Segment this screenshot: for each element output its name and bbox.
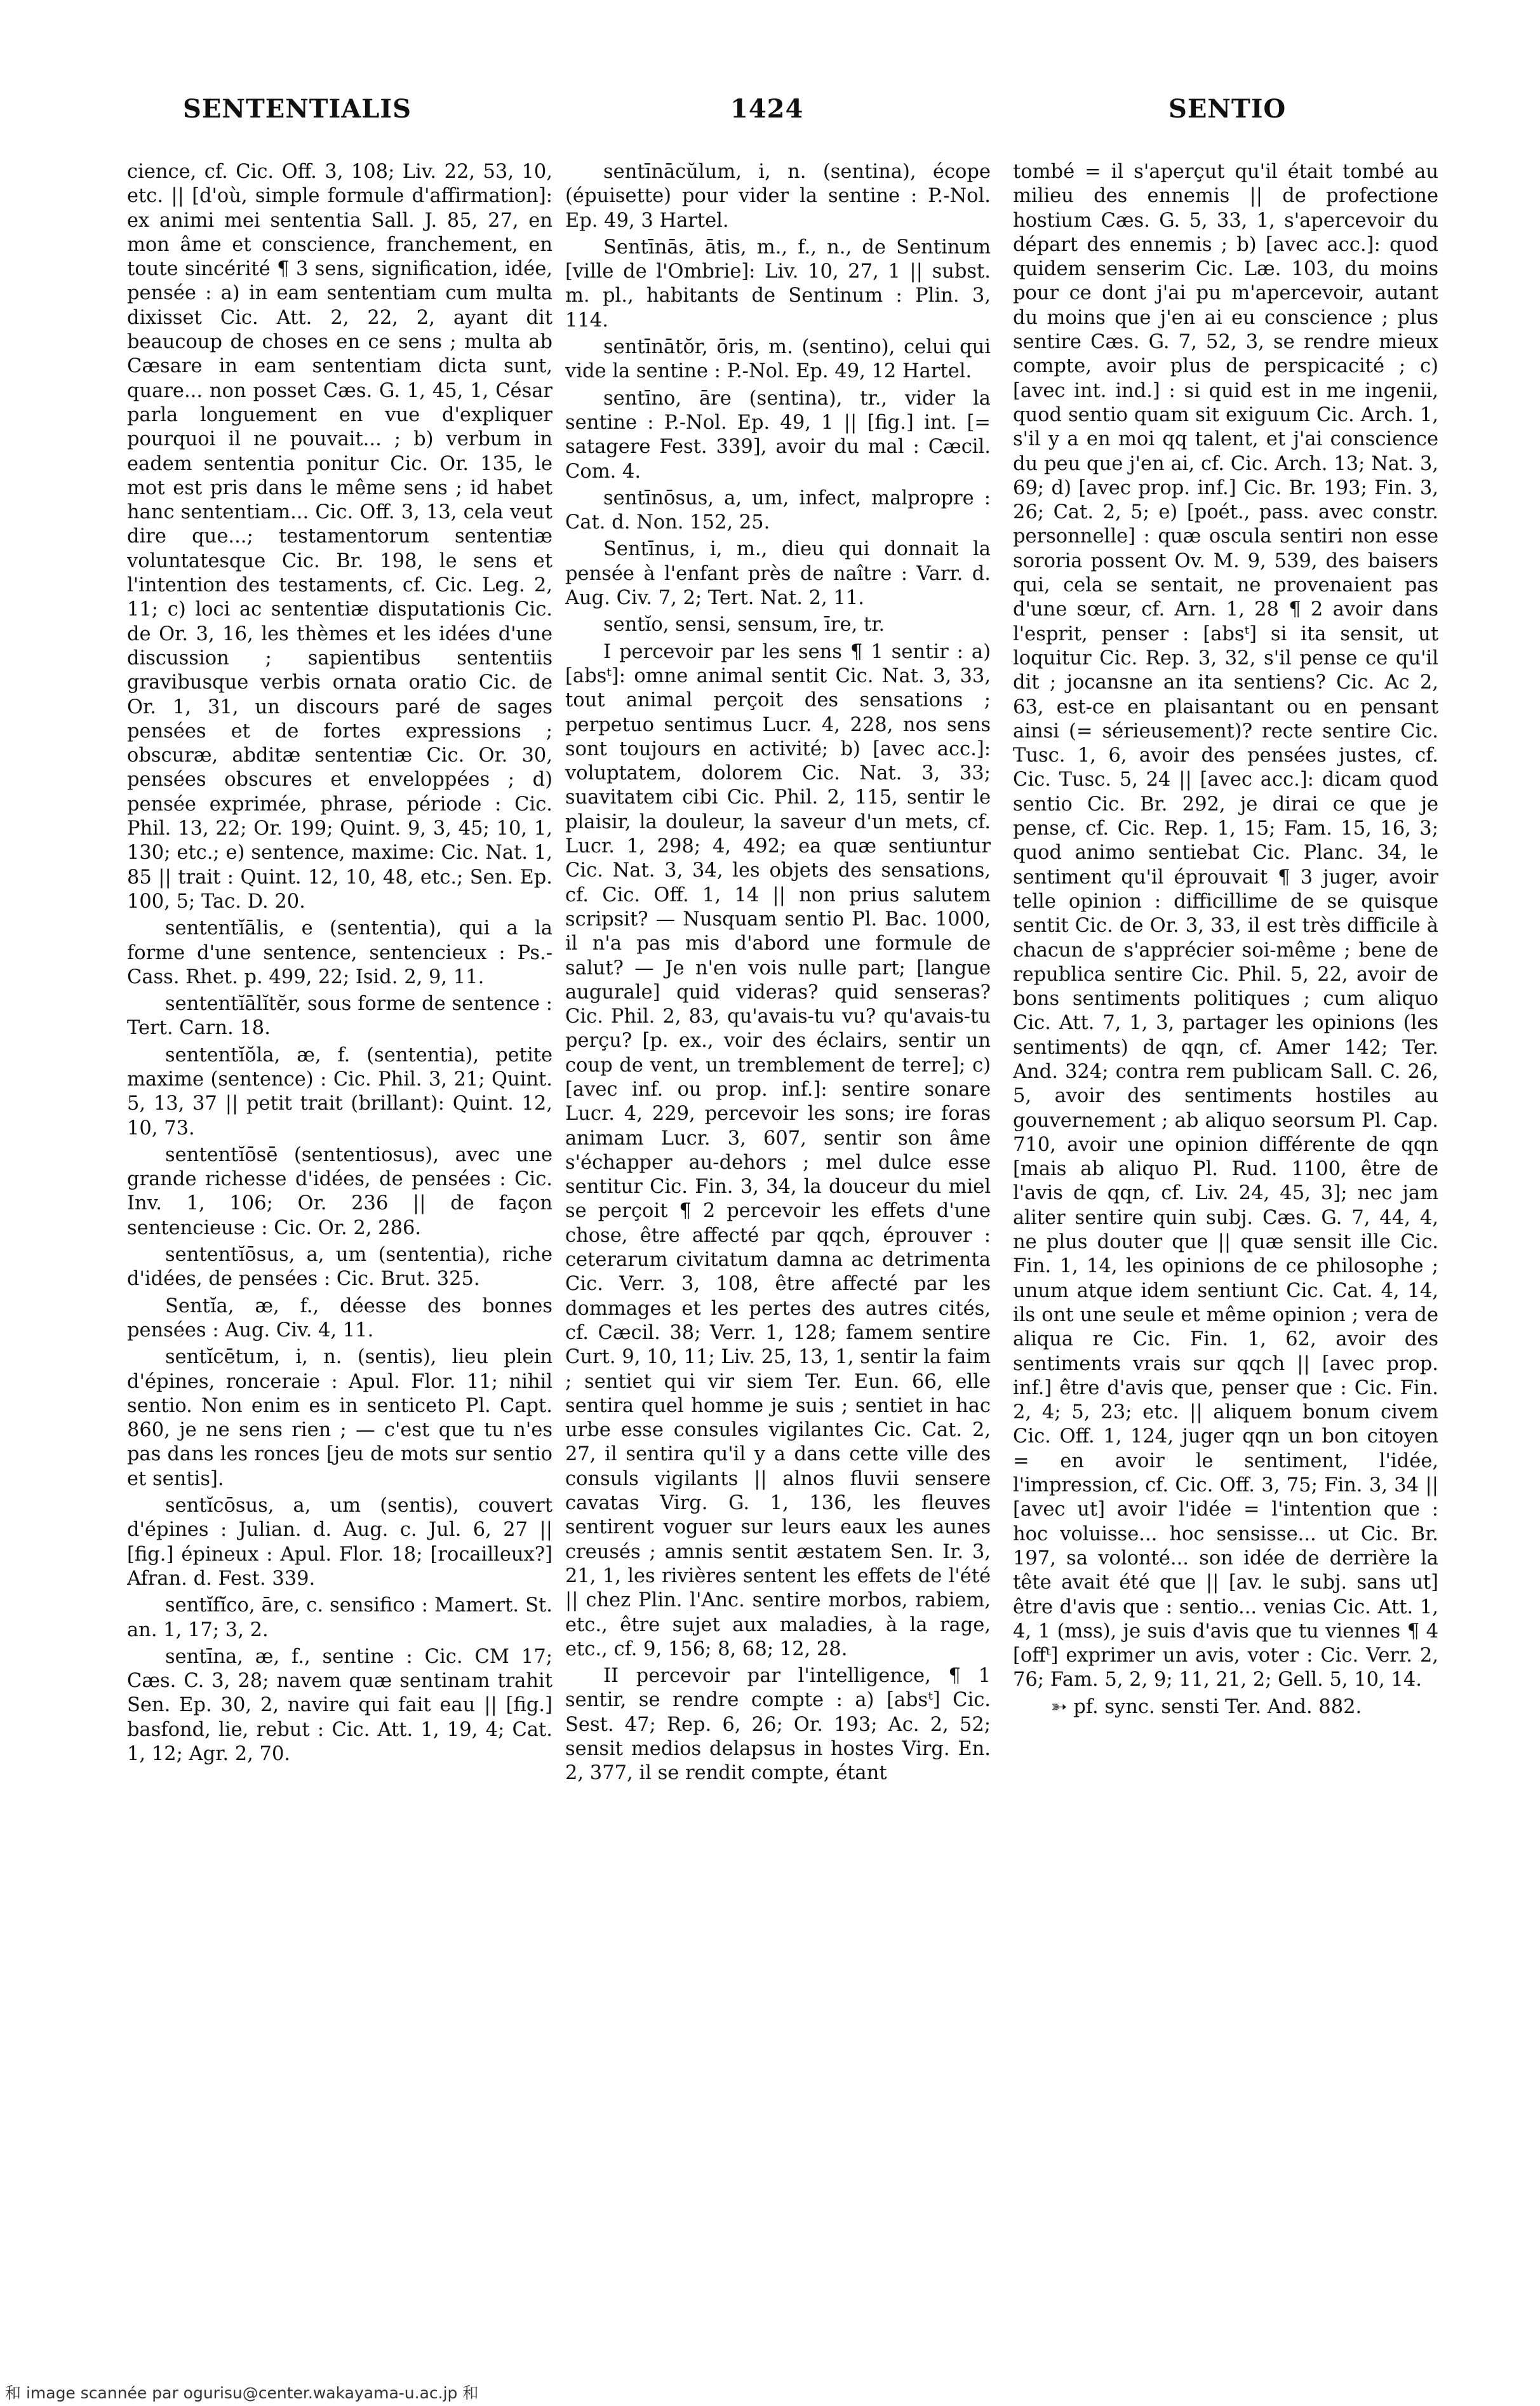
entry-sententiosus: sententĭōsus, a, um (sententia), riche d'idées, de pensées : Cic. Brut. 325. <box>127 1244 552 1291</box>
entry-sentina: sentīna, æ, f., sentine : Cic. CM 17; Cæs. C. 3, 28; navem quæ sentinam trahit Sen. Ep. 30, 2, navire qui fait eau || [fig.] basfond, lie, rebut : Cic. Att. 1, 19, 4; Cat. 1, 12; Agr. 2, 70. <box>127 1645 552 1765</box>
entry-sentinas: Sentīnās, ātis, m., f., n., de Sentinum [ville de l'Ombrie]: Liv. 10, 27, 1 || subst. m. pl., habitants de Sentinum : Plin. 3, 114. <box>565 236 991 332</box>
column-middle <box>565 160 991 2339</box>
entry-sententiose: sententĭōsē (sententiosus), avec une grande richesse d'idées, de pensées : Cic. Inv. 1, 106; Or. 236 || de façon sentencieuse : Cic. Or. 2, 286. <box>127 1143 552 1239</box>
page-number: 1424 <box>730 94 804 124</box>
entry-sentifico: sentĭfĭco, āre, c. sensifico : Mamert. St. an. 1, 17; 3, 2. <box>127 1594 552 1641</box>
entry-sentinus: Sentīnus, i, m., dieu qui donnait la pensée à l'enfant près de naître : Varr. d. Aug. Civ. 7, 2; Tert. Nat. 2, 11. <box>565 538 991 610</box>
entry-sentia: Sentĭa, æ, f., déesse des bonnes pensées : Aug. Civ. 4, 11. <box>127 1294 552 1341</box>
entry-continuation: cience, cf. Cic. Off. 3, 108; Liv. 22, 53, 10, etc. || [d'où, simple formule d'affirmation]: ex animi mei sententia Sall. J. 85, 27, en mon âme et conscience, franchement, en toute sincérité ¶ 3 sens, signification, idée, pensée : a) in eam sententiam cum multa dixisset Cic. Att. 2, 22, 2, ayant dit beaucoup de choses en ce sens ; multa ab Cæsare in eam sententiam dicta sunt, quare... non posset Cæs. G. 1, 45, 1, César parla longuement en vue d'expliquer pourquoi il ne pouvait... ; b) verbum in eadem sententia ponitur Cic. Or. 135, le mot est pris dans le même sens ; id habet hanc sententiam... Cic. Off. 3, 13, cela veut dire que...; testamentorum sententiæ voluntatesque Cic. Br. 198, le sens et l'intention des testaments, cf. Cic. Leg. 2, 11; c) loci ac sententiæ disputationis Cic. de Or. 3, 16, les thèmes et les idées d'une discussion ; sapientibus sententiis gravibusque verbis ornata oratio Cic. de Or. 1, 31, un discours paré de sages pensées et de fortes expressions ; obscuræ, abditæ sententiæ Cic. Or. 30, pensées obscures et enveloppées ; d) pensée exprimée, phrase, période : Cic. Phil. 13, 22; Or. 199; Quint. 9, 3, 45; 10, 1, 130; etc.; e) sentence, maxime: Cic. Nat. 1, 85 || trait : Quint. 12, 10, 48, etc.; Sen. Ep. 100, 5; Tac. D. 20. <box>127 161 552 913</box>
scan-credit: 和 image scannée par ogurisu@center.wakayama-u.ac.jp 和 <box>5 2384 479 2402</box>
column-left <box>127 160 552 2339</box>
column-right <box>1013 160 1438 2339</box>
entry-sentio-continuation: tombé = il s'aperçut qu'il était tombé au milieu des ennemis || de profectione hostium Cæs. G. 5, 33, 1, s'apercevoir du départ des ennemis ; b) [avec acc.]: quod quidem senserim Cic. Læ. 103, du moins pour ce dont j'ai pu m'apercevoir, autant du moins que j'en ai eu conscience ; plus sentire Cæs. G. 7, 52, 3, se rendre mieux compte, avoir plus de perspicacité ; c) [avec int. ind.] : si quid est in me ingenii, quod sentio quam sit exiguum Cic. Arch. 1, s'il y a en moi qq talent, et j'ai conscience du peu que j'en ai, cf. Cic. Arch. 13; Nat. 3, 69; d) [avec prop. inf.] Cic. Br. 193; Fin. 3, 26; Cat. 2, 5; e) [poét., pass. avec constr. personnelle] : quæ oscula sentiri non esse sororia possent Ov. M. 9, 539, des baisers qui, cela se sentait, ne provenaient pas d'une sœur, cf. Arn. 1, 28 ¶ 2 avoir dans l'esprit, penser : [absᵗ] si ita sensit, ut loquitur Cic. Rep. 3, 32, s'il pense ce qu'il dit ; jocansne an ita sentiens? Cic. Ac 2, 63, est-ce en plaisantant ou en pensant ainsi (= sérieusement)? recte sentire Cic. Tusc. 1, 6, avoir des pensées justes, cf. Cic. Tusc. 5, 24 || [avec acc.]: dicam quod sentio Cic. Br. 292, je dirai ce que je pense, cf. Cic. Rep. 1, 15; Fam. 15, 16, 3; quod animo sentiebat Cic. Planc. 34, le sentiment qu'il éprouvait ¶ 3 juger, avoir telle opinion : difficillime de se quisque sentit Cic. de Or. 3, 33, il est très difficile à chacun de s'apprécier soi-même ; bene de republica sentire Cic. Phil. 5, 22, avoir de bons sentiments politiques ; cum aliquo Cic. Att. 7, 1, 3, partager les opinions (les sentiments) de qqn, cf. Amer 142; Ter. And. 324; contra rem publicam Sall. C. 26, 5, avoir des sentiments hostiles au gouvernement ; ab aliquo seorsum Pl. Cap. 710, avoir une opinion différente de qqn [mais ab aliquo Pl. Rud. 1100, être de l'avis de qqn, cf. Liv. 24, 45, 3]; nec jam aliter sentire quin subj. Cæs. G. 7, 44, 4, ne plus douter que || quæ sensit ille Cic. Fin. 1, 14, les opinions de ce philosophe ; unum atque idem sentiunt Cic. Cat. 4, 14, ils ont une seule et même opinion ; vera de aliqua re Cic. Fin. 1, 62, avoir des sentiments vrais sur qqch || [avec prop. inf.] être d'avis que, penser que : Cic. Fin. 2, 4; 5, 23; etc. || aliquem bonum civem Cic. Off. 1, 124, juger qqn un bon citoyen = en avoir le sentiment, l'idée, l'impression, cf. Cic. Off. 3, 75; Fin. 3, 34 || [avec ut] avoir l'idée = l'intention que : hoc voluisse... hoc sensisse... ut Cic. Br. 197, sa volonté... son idée de derrière la tête avait été que || [av. le subj. sans ut] être d'avis que : sentio... venias Cic. Att. 1, 4, 1 (mss), je suis d'avis que tu viennes ¶ 4 [offᵗ] exprimer un avis, voter : Cic. Verr. 2, 76; Fam. 5, 2, 9; 11, 21, 2; Gell. 5, 10, 14. <box>1013 161 1438 1691</box>
entry-sentio: sentĭo, sensi, sensum, īre, tr. <box>603 614 885 636</box>
entry-sentio-note: ➳ pf. sync. sensti Ter. And. 882. <box>1051 1695 1362 1718</box>
entry-senticosus: sentĭcōsus, a, um (sentis), couvert d'épines : Julian. d. Aug. c. Jul. 6, 27 || [fig.] épineux : Apul. Flor. 18; [rocailleux?] Afran. d. Fest. 339. <box>127 1495 552 1590</box>
entry-sentio-part-2: II percevoir par l'intelligence, ¶ 1 sentir, se rendre compte : a) [absᵗ] Cic. Sest. 47; Rep. 6, 26; Or. 193; Ac. 2, 52; sensit medios delapsus in hostes Virg. En. 2, 377, il se rendit compte, étant <box>565 1665 991 1785</box>
entry-sententialiter: sententĭālĭtĕr, sous forme de sentence : Tert. Carn. 18. <box>127 993 552 1040</box>
entry-senticetum: sentĭcētum, i, n. (sentis), lieu plein d'épines, ronceraie : Apul. Flor. 11; nihil sentio. Non enim es in senticeto Pl. Capt. 860, je ne sens rien ; — c'est que tu n'es pas dans les ronces [jeu de mots sur sentio et sentis]. <box>127 1346 552 1490</box>
running-head-right: SENTIO <box>1168 94 1287 124</box>
entry-sentinator: sentīnātŏr, ōris, m. (sentino), celui qui vide la sentine : P.-Nol. Ep. 49, 12 Hartel. <box>565 336 991 383</box>
entry-sentinosus: sentīnōsus, a, um, infect, malpropre : Cat. d. Non. 152, 25. <box>565 487 991 534</box>
entry-sentino: sentīno, āre (sentina), tr., vider la sentine : P.-Nol. Ep. 49, 1 || [fig.] int. [= satagere Fest. 339], avoir du mal : Cæcil. Com. 4. <box>565 387 991 483</box>
entry-sentio-part-1: I percevoir par les sens ¶ 1 sentir : a) [absᵗ]: omne animal sentit Cic. Nat. 3, 33, tout animal perçoit des sensations ; perpetuo sentimus Lucr. 4, 228, nos sens sont toujours en activité; b) [avec acc.]: voluptatem, dolorem Cic. Nat. 3, 33; suavitatem cibi Cic. Phil. 2, 115, sentir le plaisir, la douleur, la saveur d'un mets, cf. Lucr. 1, 298; 4, 492; ea quæ sentiuntur Cic. Nat. 3, 34, les objets des sensations, cf. Cic. Off. 1, 14 || non prius salutem scripsit? — Nusquam sentio Pl. Bac. 1000, il n'a pas mis d'abord une formule de salut? — Je n'en vois nulle part; [langue augurale] quid videras? quid senseras? Cic. Phil. 2, 83, qu'avais-tu vu? qu'avais-tu perçu? [p. ex., voir des éclairs, sentir un coup de vent, un tremblement de terre]; c) [avec inf. ou prop. inf.]: sentire sonare Lucr. 4, 229, percevoir les sons; ire foras animam Lucr. 3, 607, sentir son âme s'échapper au-dehors ; mel dulce esse sentitur Cic. Fin. 3, 34, la douceur du miel se perçoit ¶ 2 percevoir les effets d'une chose, être affecté par qqch, éprouver : ceterarum civitatum damna ac detrimenta Cic. Verr. 3, 108, être affecté par les dommages et les pertes des autres cités, cf. Cæcil. 38; Verr. 1, 128; famem sentire Curt. 9, 10, 11; Liv. 25, 13, 1, sentir la faim ; sentiet qui vir siem Ter. Eun. 66, elle sentira quel homme je suis ; sentiet in hac urbe esse consules vigilantes Cic. Cat. 2, 27, il sentira qu'il y a dans cette ville des consuls vigilants || alnos fluvii sensere cavatas Virg. G. 1, 136, les fleuves sentirent voguer sur leurs eaux les aunes creusés ; amnis sentit æstatem Sen. Ir. 3, 21, 1, les rivières sentent les effets de l'été || chez Plin. l'Anc. sentire morbos, rabiem, etc., être sujet aux maladies, à la rage, etc., cf. 9, 156; 8, 68; 12, 28. <box>565 640 991 1660</box>
running-head-left: SENTENTIALIS <box>183 94 412 124</box>
entry-sententialis: sententĭālis, e (sententia), qui a la forme d'une sentence, sentencieux : Ps.-Cass. Rhet. p. 499, 22; Isid. 2, 9, 11. <box>127 917 552 988</box>
entry-sententiola: sententĭŏla, æ, f. (sententia), petite maxime (sentence) : Cic. Phil. 3, 21; Quint. 5, 13, 37 || petit trait (brillant): Quint. 12, 10, 73. <box>127 1044 552 1139</box>
entry-sentinaculum: sentīnācŭlum, i, n. (sentina), écope (épuisette) pour vider la sentine : P.-Nol. Ep. 49, 3 Hartel. <box>565 161 991 232</box>
